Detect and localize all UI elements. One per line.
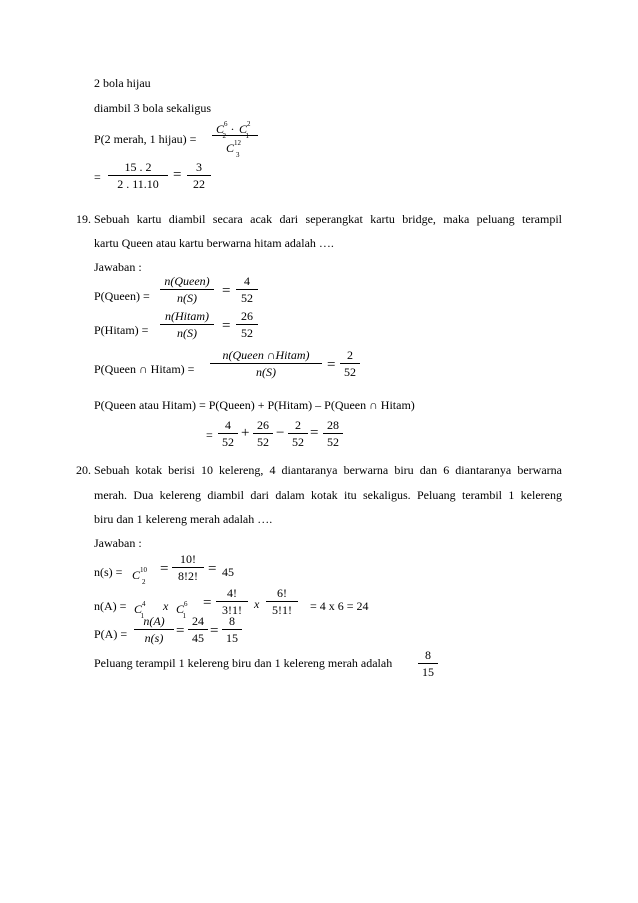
minus-sign: − <box>276 425 285 441</box>
question-text: kartu Queen atau kartu berwarna hitam adalah …. <box>94 236 334 250</box>
text-line: 2 bola hijau <box>94 76 151 90</box>
combination-symbol: $C^2_1$ <box>239 120 251 141</box>
equals-sign: = <box>310 425 319 441</box>
question-number: 20. <box>76 463 91 477</box>
denominator: 52 <box>241 326 253 340</box>
fraction <box>216 586 248 617</box>
denominator: n(S) <box>177 326 197 340</box>
denominator: 52 <box>327 435 339 449</box>
numerator: 4! <box>227 586 237 600</box>
numerator: n(Hitam) <box>165 309 209 323</box>
fraction <box>266 586 298 617</box>
numerator: 4 <box>225 418 231 432</box>
final-answer-text: Peluang terampil 1 kelereng biru dan 1 kelereng merah adalah <box>94 656 393 670</box>
probability-label: P(2 merah, 1 hijau) = <box>94 132 197 146</box>
numerator: 3 <box>196 160 202 174</box>
times-operator: x <box>254 597 260 611</box>
numerator: 2 <box>347 348 353 362</box>
numerator: 6! <box>277 586 287 600</box>
denominator: n(S) <box>177 291 197 305</box>
equals-sign: = <box>222 283 231 299</box>
denominator: n(s) <box>144 631 164 645</box>
numerator: n(Queen ∩Hitam) <box>222 348 310 362</box>
numerator: n(A) <box>143 614 165 628</box>
denominator: 2 . 11.10 <box>117 177 159 191</box>
formula-label: P(A) = <box>94 627 128 641</box>
equals-sign: = <box>208 561 217 577</box>
fraction <box>134 614 174 645</box>
equals-sign: = <box>173 167 182 183</box>
denominator: 52 <box>292 435 304 449</box>
formula-label: P(Hitam) = <box>94 323 149 337</box>
question-text: Sebuah kotak berisi 10 kelereng, 4 diantaranya berwarna biru dan 6 diantaranya berwarna <box>94 463 562 477</box>
question-text: merah. Dua kelereng diambil dari dalam kotak itu sekaligus. Peluang terambil 1 kelereng <box>94 488 562 502</box>
numerator: 4 <box>244 274 250 288</box>
denominator: 52 <box>222 435 234 449</box>
fraction <box>160 309 214 340</box>
question-number: 19. <box>76 212 91 226</box>
combination-symbol: $C^6_2$ <box>216 120 228 141</box>
denominator: 8!2! <box>178 569 198 583</box>
fraction <box>210 348 322 379</box>
dot-operator: . <box>231 119 234 133</box>
fraction <box>222 614 242 645</box>
union-formula: P(Queen atau Hitam) = P(Queen) + P(Hitam) – P(Queen ∩ Hitam) <box>94 398 415 412</box>
denominator: 52 <box>241 291 253 305</box>
equals-sign: = <box>327 357 336 373</box>
final-answer-fraction <box>418 648 438 679</box>
fraction <box>236 309 258 340</box>
denominator: n(S) <box>256 365 276 379</box>
text-line: diambil 3 bola sekaligus <box>94 101 211 115</box>
numerator: 24 <box>192 614 204 628</box>
denominator: 5!1! <box>272 603 292 617</box>
formula-label: n(A) = <box>94 599 127 613</box>
result-value: 45 <box>222 565 234 579</box>
numerator: 8 <box>425 648 431 662</box>
numerator: 10! <box>180 552 196 566</box>
denominator: 52 <box>257 435 269 449</box>
fraction-bar <box>212 135 258 136</box>
equals-sign: = <box>94 170 101 184</box>
fraction <box>172 552 204 583</box>
fraction <box>340 348 360 379</box>
fraction <box>236 274 258 305</box>
denominator: 22 <box>193 177 205 191</box>
result-value: = 4 x 6 = 24 <box>310 599 369 613</box>
plus-sign: + <box>241 425 250 441</box>
question-text: Sebuah kartu diambil secara acak dari seperangkat kartu bridge, maka peluang terampil <box>94 212 562 226</box>
formula-label: P(Queen ∩ Hitam) = <box>94 362 195 376</box>
fraction <box>288 418 308 449</box>
combination-symbol: $C^{10}_2$ <box>132 566 148 587</box>
combination-symbol: $C^6_1$ <box>176 600 188 621</box>
numerator: 26 <box>257 418 269 432</box>
times-operator: x <box>163 599 169 613</box>
denominator: 45 <box>192 631 204 645</box>
denominator: 52 <box>344 365 356 379</box>
fraction <box>160 274 214 305</box>
equals-sign: = <box>206 428 213 442</box>
denominator: 15 <box>422 665 434 679</box>
equals-sign: = <box>203 595 212 611</box>
fraction <box>253 418 273 449</box>
answer-label: Jawaban : <box>94 536 142 550</box>
formula-label: n(s) = <box>94 565 123 579</box>
numerator: 26 <box>241 309 253 323</box>
denominator: 3!1! <box>222 603 242 617</box>
equals-sign: = <box>222 318 231 334</box>
numerator: 28 <box>327 418 339 432</box>
numerator: 8 <box>229 614 235 628</box>
numerator: 2 <box>295 418 301 432</box>
equals-sign: = <box>160 561 169 577</box>
question-text: biru dan 1 kelereng merah adalah …. <box>94 512 273 526</box>
equals-sign: = <box>176 623 185 639</box>
equals-sign: = <box>210 623 219 639</box>
combination-symbol: $C^{12}_3$ <box>226 139 242 160</box>
numerator: 15 . 2 <box>124 160 152 174</box>
fraction <box>187 160 211 191</box>
fraction <box>188 614 208 645</box>
formula-label: P(Queen) = <box>94 289 150 303</box>
denominator: 15 <box>226 631 238 645</box>
fraction <box>323 418 343 449</box>
numerator: n(Queen) <box>164 274 210 288</box>
fraction <box>108 160 168 191</box>
fraction <box>218 418 238 449</box>
combination-symbol: $C^4_1$ <box>134 600 146 621</box>
answer-label: Jawaban : <box>94 260 142 274</box>
